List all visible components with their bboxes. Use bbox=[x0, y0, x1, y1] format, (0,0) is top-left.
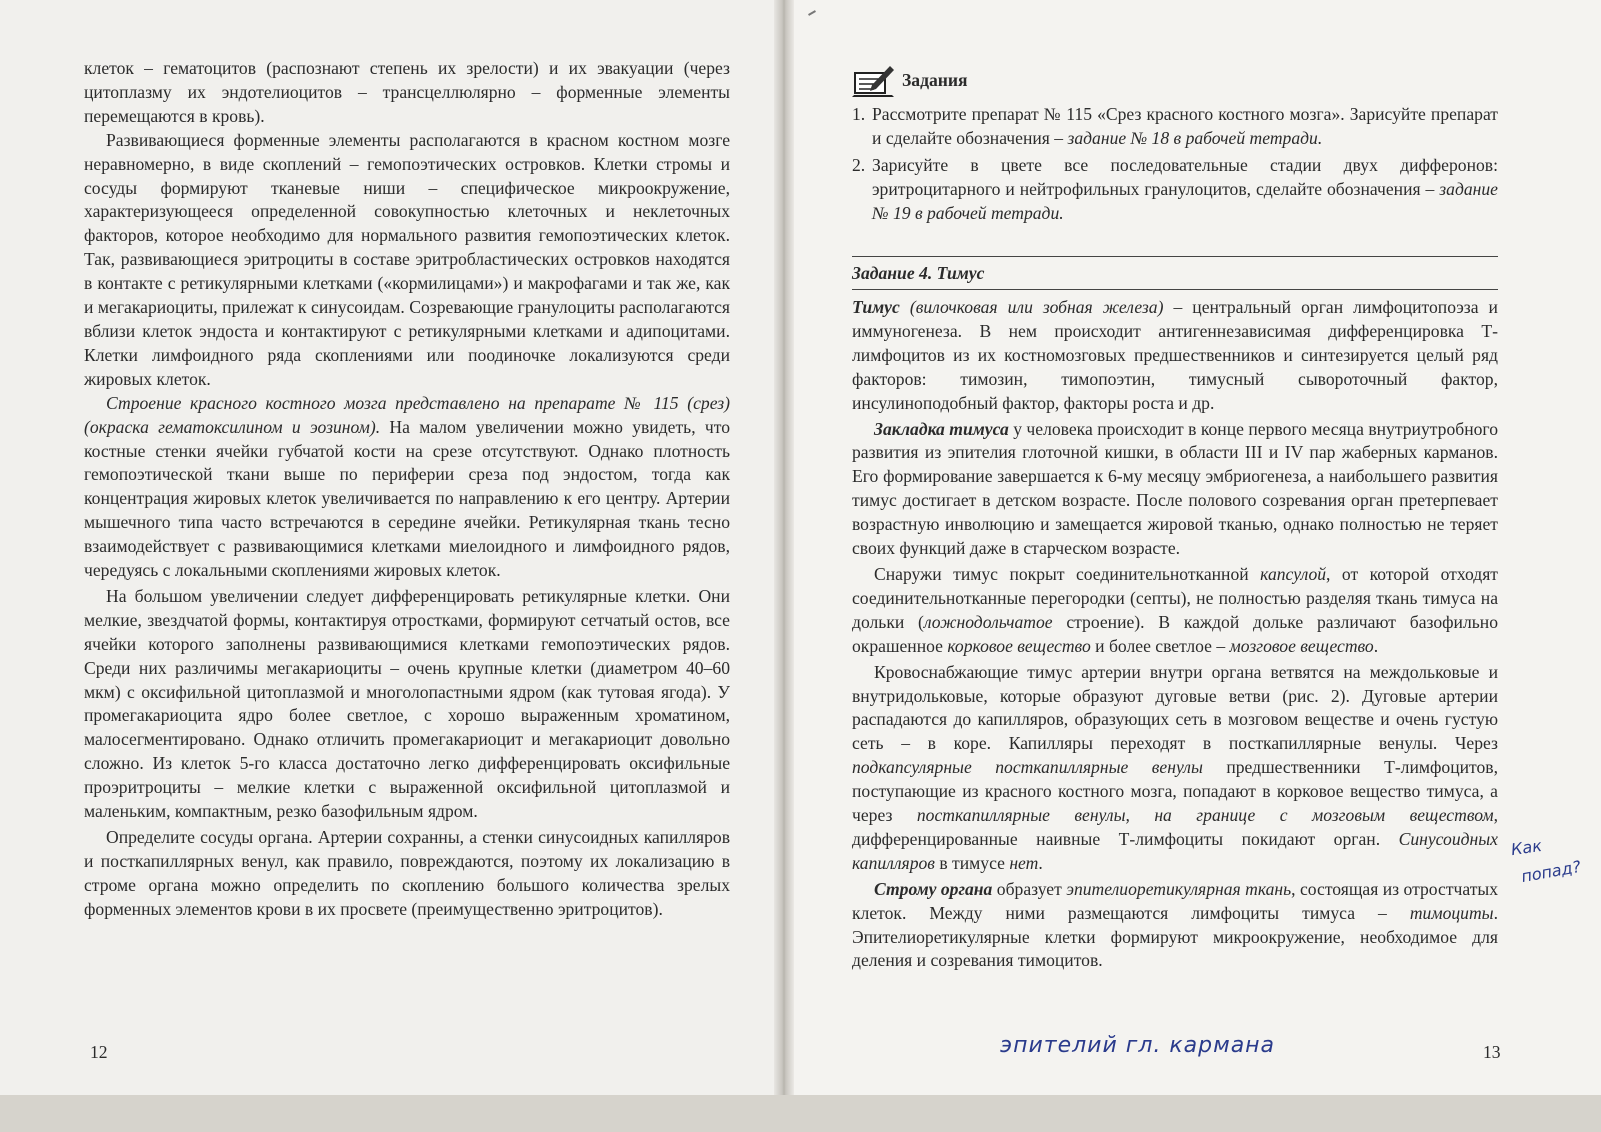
task-item bbox=[852, 154, 1498, 226]
term: эпителиоретикулярная ткань bbox=[1066, 878, 1292, 899]
task-workbook-ref: задание № 18 в рабочей тетради. bbox=[1067, 127, 1323, 148]
paragraph-3-body: На малом увеличении можно увидеть, что костные стенки ячейки губчатой кости на срезе отсутствуют. Однако плотность гемопоэтической ткани выше по периферии среза под эндостом, тогда как концентрация жировых клеток увеличивается по направлению к его центру. Артерии мышечного типа часто встречаются в середине ячейки. Ретикулярная ткань тесно взаимодействует с развивающимися клетками миелоидного и лимфоидного рядов, чередуясь с локальными скоплениями жировых клеток. bbox=[84, 416, 730, 581]
task-number: 2. bbox=[852, 154, 866, 175]
scanner-bed-edge bbox=[0, 1095, 1601, 1132]
task-workbook-ref: задание № 19 в рабочей тетради. bbox=[872, 178, 1498, 223]
tasks-list bbox=[852, 103, 1498, 226]
term: корковое вещество bbox=[947, 635, 1091, 656]
text-run: в тимусе bbox=[934, 852, 1010, 873]
tasks-heading: Задания bbox=[902, 69, 968, 90]
paragraph-3 bbox=[84, 392, 730, 583]
term-alt: (вилочковая или зобная железа) bbox=[899, 297, 1164, 317]
term: Закладка тимуса bbox=[874, 418, 1009, 439]
thymus-paragraph-5 bbox=[852, 878, 1498, 974]
tasks-list-block bbox=[852, 103, 1498, 226]
left-page-text bbox=[84, 57, 730, 922]
handwritten-margin-note: Как bbox=[1509, 835, 1544, 860]
term: Синусоидных капилляров bbox=[852, 828, 1498, 873]
text-run: , от которой отходят соединительнотканные перегородки (септы), не полностью разделяя ткань тимуса на дольки ( bbox=[852, 563, 1498, 632]
text-run: предшественники Т-лимфоцитов, поступающие из красного костного мозга, попадают в корковое вещество тимуса, а через bbox=[852, 757, 1498, 826]
text-run: Кровоснабжающие тимус артерии внутри органа ветвятся на междольковые и внутридольковые, которые образуют дуговые ветви (рис. 2). Дуговые артерии распадаются до капилляров, образующих сеть в мозговом веществе и очень густую сеть – в коре. Капилляры переходят в посткапиллярные венулы. Через bbox=[852, 661, 1498, 754]
task-text: Рассмотрите препарат № 115 «Срез красного костного мозга». Зарисуйте препарат и сделайте обозначения – bbox=[872, 104, 1498, 148]
handwritten-note-bottom: эпителий гл. кармана bbox=[1000, 1033, 1276, 1058]
paragraph-body: у человека происходит в конце первого месяца внутриутробного развития из эпителия глоточной кишки, в области III и IV пар жаберных карманов. Его формирование завершается к 6-му месяцу эмбриогенеза, а наибольшего развития тимус достигает в детском возрасте. После полового созревания орган претерпевает возрастную инволюцию и замещается жировой тканью, однако полностью не теряет своих функций даже в старческом возрасте. bbox=[852, 418, 1498, 559]
text-run: и более светлое – bbox=[1090, 635, 1230, 656]
term: тимоциты bbox=[1409, 902, 1494, 923]
term: ложнодольчатое bbox=[923, 611, 1053, 632]
page-number-left: 12 bbox=[90, 1042, 108, 1062]
text-run: . Эпителиоретикулярные клетки формируют микроокружение, необходимое для деления и созревания тимоцитов. bbox=[852, 902, 1498, 971]
pen-notepad-icon bbox=[852, 63, 896, 97]
text-run: Снаружи тимус покрыт соединительнотканной bbox=[874, 563, 1261, 584]
right-page-text bbox=[852, 296, 1498, 973]
tasks-header bbox=[852, 63, 968, 97]
text-run: , состоящая из отростчатых клеток. Между ними размещаются лимфоциты тимуса – bbox=[852, 878, 1499, 923]
text-run: строение). В каждой дольке различают базофильно окрашенное bbox=[852, 611, 1498, 656]
text-run: , дифференцированные наивные Т-лимфоциты покидают орган. bbox=[852, 805, 1498, 849]
paragraph-5: Определите сосуды органа. Артерии сохранны, а стенки синусоидных капилляров и посткапиллярных венул, как правило, повреждаются, поэтому их локализацию в строме органа можно определить по скоплению большого количества зрелых форменных элементов крови в их просвете (преимущественно эритроцитов). bbox=[84, 827, 730, 919]
section-heading: Задание 4. Тимус bbox=[852, 256, 1498, 290]
thymus-paragraph-1 bbox=[852, 296, 1498, 416]
preparation-reference: Строение красного костного мозга представлено на препарате № 115 (срез) (окраска гематоксилином и эозином). bbox=[84, 392, 730, 437]
term: Строму органа bbox=[874, 878, 993, 899]
task-text: Зарисуйте в цвете все последовательные стадии двух дифферонов: эритроцитарного и нейтрофильных гранулоцитов, сделайте обозначения – bbox=[872, 154, 1498, 199]
term: мозговое вещество bbox=[1229, 635, 1374, 656]
handwritten-margin-note: попад? bbox=[1519, 856, 1583, 887]
text-run: . bbox=[1038, 852, 1043, 873]
paragraph-4: На большом увеличении следует дифференцировать ретикулярные клетки. Они мелкие, звездчатой формы, контактируя отростками, формируют сетчатый остов, все ячейки которого заполнены развивающимися клетками гемопоэтических рядов. Среди них различимы мегакариоциты – очень крупные клетки (диаметром 40–60 мкм) с оксифильной цитоплазмой и многолопастными ядром (как тутовая ягода). У промегакариоцита ядро более светлое, с хорошо выраженным хроматином, малосегментировано. Однако отличить промегакариоцит и мегакариоцит довольно сложно. Из клеток 5-го класса достаточно легко дифференцировать оксифильные проэритроциты – мелкие клетки с выраженной оксифильной цитоплазмой и маленьким, компактным, резко базофильным ядром. bbox=[84, 585, 730, 822]
page-number-right: 13 bbox=[1483, 1042, 1501, 1062]
term: нет bbox=[1009, 852, 1039, 873]
thymus-paragraph-4 bbox=[852, 661, 1498, 876]
paragraph-1: клеток – гематоцитов (распознают степень их зрелости) и их эвакуации (через цитоплазму их эндотелиоцитов – трансцеллюлярно – форменные элементы перемещаются в кровь). bbox=[84, 58, 730, 126]
thymus-paragraph-2 bbox=[852, 418, 1498, 561]
paragraph-2: Развивающиеся форменные элементы располагаются в красном костном мозге неравномерно, в виде скоплений – гемопоэтических островков. Клетки стромы и сосуды формируют тканевые ниши – специфическое микроокружение, характеризующееся определенной совокупностью клеточных и неклеточных факторов, которое необходимо для нормального развития гемопоэтических клеток. Так, развивающиеся эритроциты в составе эритробластических островков находятся в контакте с ретикулярными клетками («кормилицами») и макрофагами и так же, как и мегакариоциты, прилежат к синусоидам. Созревающие гранулоциты располагаются вблизи клеток эндоста и контактируют с ретикулярными клетками и адипоцитами. Клетки лимфоидного ряда скоплениями или поодиночке локализуются среди жировых клеток. bbox=[84, 129, 730, 389]
text-run: образует bbox=[992, 878, 1067, 899]
thymus-paragraph-3 bbox=[852, 563, 1498, 659]
task-item bbox=[852, 103, 1498, 151]
term: Тимус bbox=[852, 297, 900, 317]
text-run: . bbox=[1373, 635, 1379, 656]
term: подкапсулярные посткапиллярные венулы bbox=[852, 757, 1203, 778]
paragraph-body: – центральный орган лимфоцитопоэза и иммуногенеза. В нем происходит антигеннезависимая дифференцировка Т-лимфоцитов из их костномозговых предшественников и синтезируется целый ряд факторов: тимозин, тимопоэтин, тимусный сывороточный фактор, инсулиноподобный фактор, факторы роста и др. bbox=[852, 297, 1498, 413]
term: капсулой bbox=[1260, 563, 1327, 584]
task-number: 1. bbox=[852, 104, 866, 124]
term: посткапиллярные венулы, на границе с мозговым веществом bbox=[916, 805, 1494, 826]
book-gutter bbox=[774, 0, 794, 1095]
